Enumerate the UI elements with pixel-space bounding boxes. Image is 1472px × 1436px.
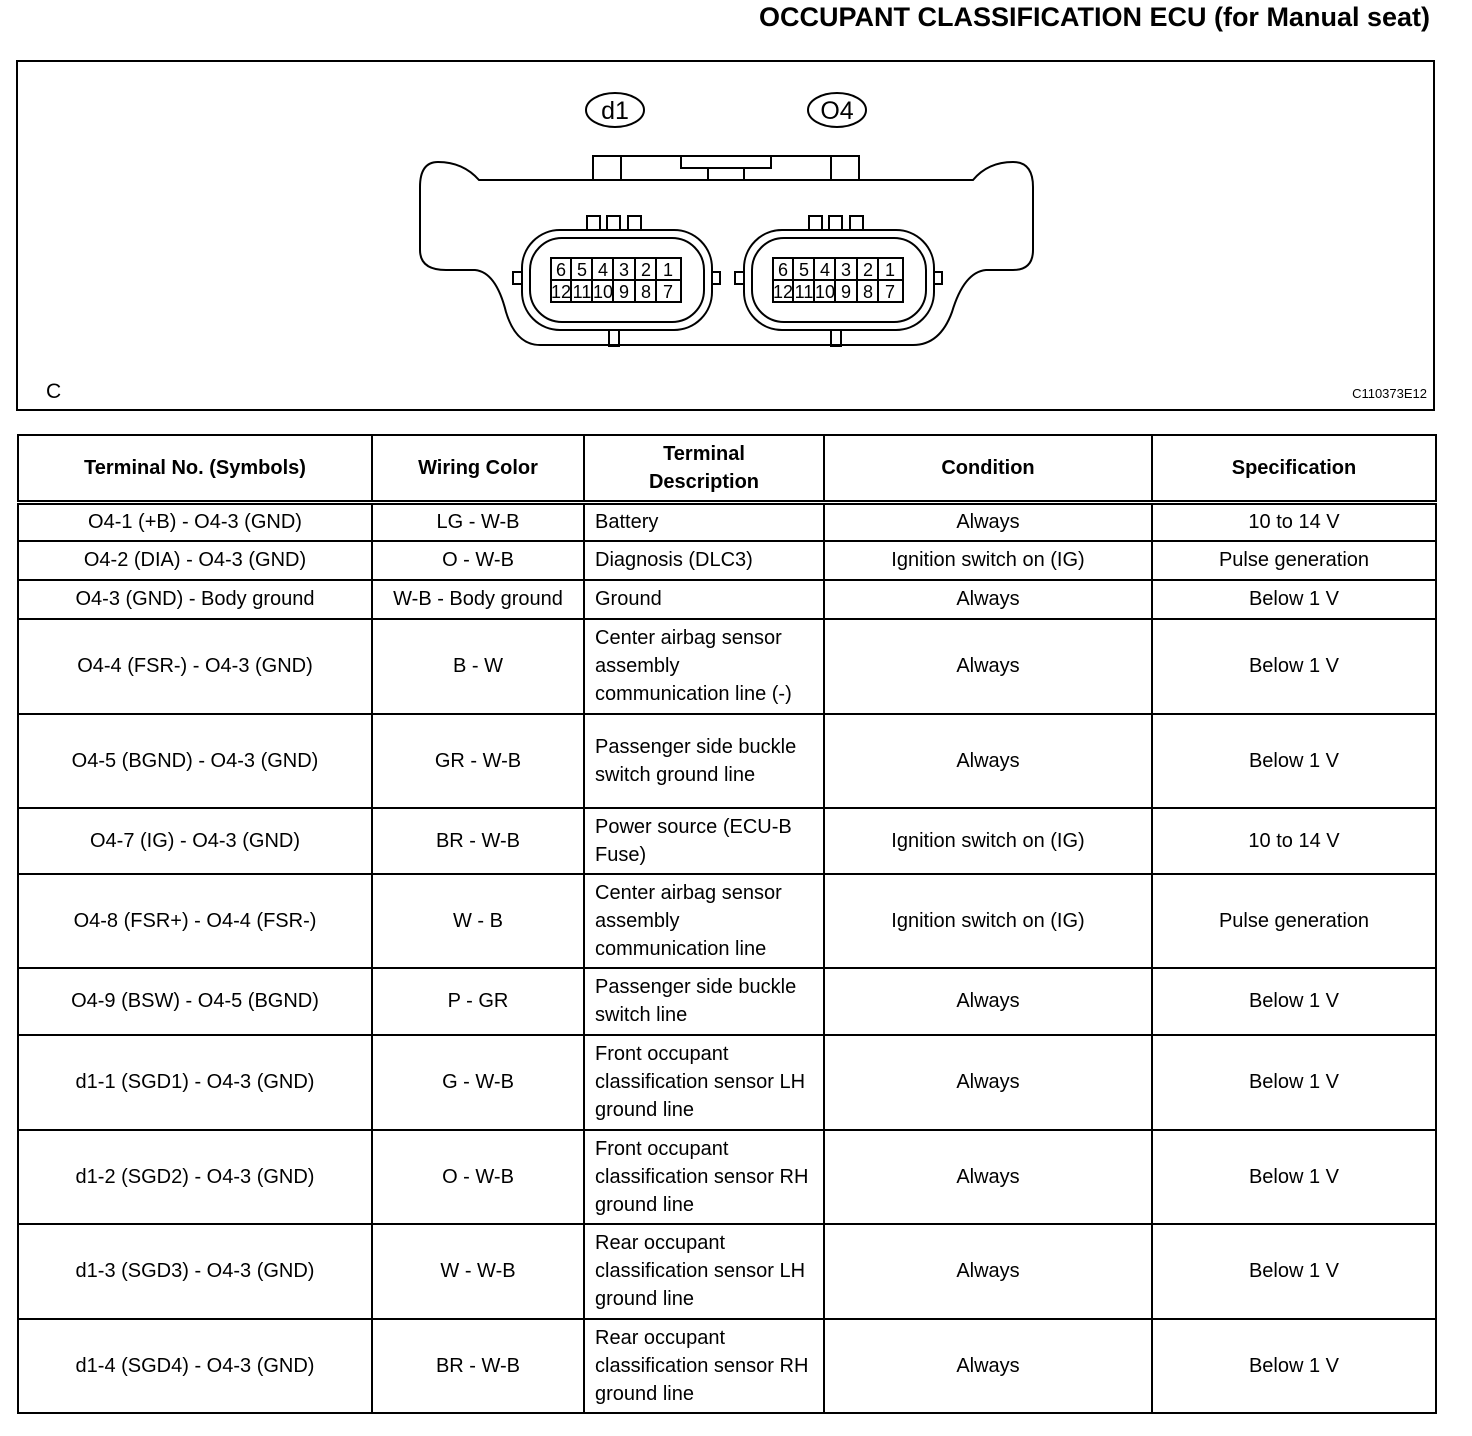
pin-label: 10 — [814, 282, 836, 302]
page-title: OCCUPANT CLASSIFICATION ECU (for Manual seat) — [758, 2, 1430, 32]
cell-condition: Always — [824, 1319, 1152, 1413]
cell-condition: Always — [824, 1224, 1152, 1319]
pin-label: 4 — [819, 260, 831, 280]
cell-terminal: O4-3 (GND) - Body ground — [18, 580, 372, 619]
cell-wiring-color: W - W-B — [372, 1224, 584, 1319]
table-row — [18, 1035, 1436, 1130]
cell-terminal: d1-1 (SGD1) - O4-3 (GND) — [18, 1035, 372, 1130]
cell-specification: Below 1 V — [1152, 619, 1436, 714]
cell-description: Diagnosis (DLC3) — [584, 541, 824, 580]
cell-specification: 10 to 14 V — [1152, 503, 1436, 541]
header-description: Terminal Description — [584, 435, 824, 503]
table-header-row — [18, 435, 1436, 503]
table-row — [18, 1224, 1436, 1319]
cell-specification: Below 1 V — [1152, 1035, 1436, 1130]
cell-terminal: O4-5 (BGND) - O4-3 (GND) — [18, 714, 372, 808]
cell-description: Front occupant classification sensor RH ground line — [584, 1130, 824, 1224]
pin-label: 10 — [592, 282, 614, 302]
pin-label: 9 — [840, 282, 852, 302]
header-condition: Condition — [824, 435, 1152, 503]
cell-terminal: O4-9 (BSW) - O4-5 (BGND) — [18, 968, 372, 1035]
cell-condition: Always — [824, 580, 1152, 619]
cell-wiring-color: BR - W-B — [372, 1319, 584, 1413]
header-terminal: Terminal No. (Symbols) — [18, 435, 372, 503]
cell-specification: 10 to 14 V — [1152, 808, 1436, 874]
pin-label: 2 — [862, 260, 874, 280]
pin-label: 1 — [662, 260, 674, 280]
pin-label: 9 — [618, 282, 630, 302]
pin-label: 5 — [576, 260, 588, 280]
pin-label: 4 — [597, 260, 609, 280]
header-wiring-color: Wiring Color — [372, 435, 584, 503]
table-row — [18, 874, 1436, 968]
cell-description: Ground — [584, 580, 824, 619]
svg-text:d1: d1 — [601, 97, 629, 125]
cell-condition: Ignition switch on (IG) — [824, 874, 1152, 968]
cell-description: Rear occupant classification sensor RH ground line — [584, 1319, 824, 1413]
connector-label-d1 — [586, 93, 644, 127]
cell-description: Center airbag sensor assembly communication line — [584, 874, 824, 968]
pin-label: 2 — [640, 260, 652, 280]
cell-specification: Pulse generation — [1152, 874, 1436, 968]
cell-wiring-color: O - W-B — [372, 541, 584, 580]
pin-label: 11 — [572, 282, 592, 302]
cell-condition: Always — [824, 714, 1152, 808]
cell-terminal: O4-8 (FSR+) - O4-4 (FSR-) — [18, 874, 372, 968]
cell-wiring-color: B - W — [372, 619, 584, 714]
cell-terminal: O4-2 (DIA) - O4-3 (GND) — [18, 541, 372, 580]
cell-wiring-color: O - W-B — [372, 1130, 584, 1224]
pin-label: 12 — [772, 282, 794, 302]
cell-terminal: O4-4 (FSR-) - O4-3 (GND) — [18, 619, 372, 714]
cell-description: Power source (ECU-B Fuse) — [584, 808, 824, 874]
table-row — [18, 808, 1436, 874]
cell-wiring-color: G - W-B — [372, 1035, 584, 1130]
cell-condition: Always — [824, 1130, 1152, 1224]
cell-wiring-color: GR - W-B — [372, 714, 584, 808]
ecu-connector-drawing — [18, 62, 1433, 409]
cell-description: Passenger side buckle switch ground line — [584, 714, 824, 808]
cell-wiring-color: BR - W-B — [372, 808, 584, 874]
table-row — [18, 968, 1436, 1035]
connector-o4 — [735, 216, 942, 346]
pin-label: 1 — [884, 260, 896, 280]
ecu-housing — [420, 156, 1033, 345]
table-row — [18, 714, 1436, 808]
figure-corner-letter: C — [46, 380, 62, 403]
pin-label: 8 — [862, 282, 874, 302]
pin-label: 3 — [618, 260, 630, 280]
pin-label: 3 — [840, 260, 852, 280]
table-row — [18, 619, 1436, 714]
table-row — [18, 541, 1436, 580]
cell-specification: Pulse generation — [1152, 541, 1436, 580]
table-row — [18, 503, 1436, 541]
cell-wiring-color: W-B - Body ground — [372, 580, 584, 619]
cell-specification: Below 1 V — [1152, 1319, 1436, 1413]
cell-condition: Ignition switch on (IG) — [824, 541, 1152, 580]
connector-label-o4 — [808, 93, 866, 127]
cell-condition: Always — [824, 619, 1152, 714]
cell-specification: Below 1 V — [1152, 968, 1436, 1035]
cell-condition: Ignition switch on (IG) — [824, 808, 1152, 874]
cell-description: Battery — [584, 503, 824, 541]
cell-wiring-color: P - GR — [372, 968, 584, 1035]
pin-label: 6 — [555, 260, 567, 280]
cell-wiring-color: LG - W-B — [372, 503, 584, 541]
terminal-spec-table — [17, 434, 1437, 1414]
pin-label: 8 — [640, 282, 652, 302]
cell-description: Rear occupant classification sensor LH ground line — [584, 1224, 824, 1319]
pin-label: 12 — [550, 282, 572, 302]
pin-label: 6 — [777, 260, 789, 280]
cell-condition: Always — [824, 503, 1152, 541]
cell-condition: Always — [824, 1035, 1152, 1130]
table-body — [18, 503, 1436, 1413]
table-row — [18, 1130, 1436, 1224]
cell-description: Passenger side buckle switch line — [584, 968, 824, 1035]
cell-specification: Below 1 V — [1152, 1224, 1436, 1319]
cell-specification: Below 1 V — [1152, 580, 1436, 619]
cell-terminal: O4-7 (IG) - O4-3 (GND) — [18, 808, 372, 874]
svg-text:O4: O4 — [820, 97, 854, 125]
connector-diagram — [16, 60, 1435, 411]
cell-description: Center airbag sensor assembly communication line (-) — [584, 619, 824, 714]
cell-terminal: d1-2 (SGD2) - O4-3 (GND) — [18, 1130, 372, 1224]
header-specification: Specification — [1152, 435, 1436, 503]
cell-wiring-color: W - B — [372, 874, 584, 968]
cell-terminal: O4-1 (+B) - O4-3 (GND) — [18, 503, 372, 541]
connector-d1 — [513, 216, 720, 346]
table-row — [18, 580, 1436, 619]
pin-label: 7 — [884, 282, 896, 302]
cell-specification: Below 1 V — [1152, 1130, 1436, 1224]
pin-label: 7 — [662, 282, 674, 302]
cell-description: Front occupant classification sensor LH ground line — [584, 1035, 824, 1130]
cell-terminal: d1-4 (SGD4) - O4-3 (GND) — [18, 1319, 372, 1413]
figure-id: C110373E12 — [1352, 386, 1427, 401]
cell-condition: Always — [824, 968, 1152, 1035]
cell-specification: Below 1 V — [1152, 714, 1436, 808]
cell-terminal: d1-3 (SGD3) - O4-3 (GND) — [18, 1224, 372, 1319]
pin-label: 11 — [794, 282, 814, 302]
table-row — [18, 1319, 1436, 1413]
pin-label: 5 — [798, 260, 810, 280]
